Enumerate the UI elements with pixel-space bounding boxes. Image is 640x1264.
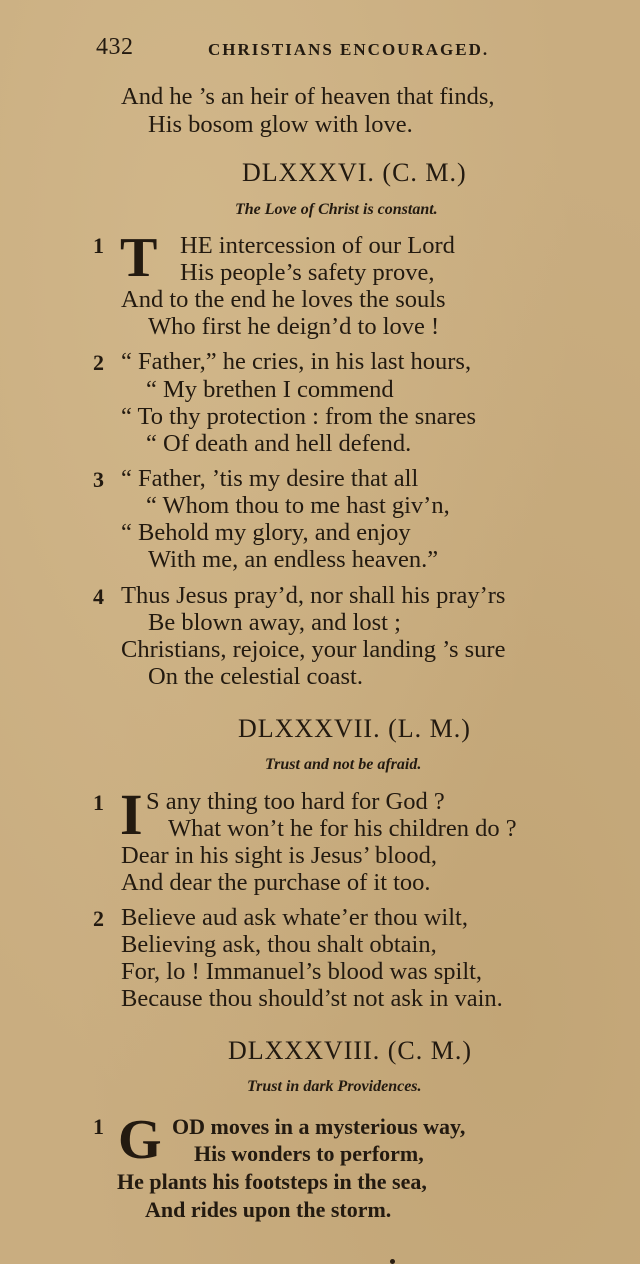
- drop-cap: T: [120, 227, 158, 289]
- verse-number: 1: [93, 233, 104, 258]
- verse-line: Who first he deign’d to love !: [148, 313, 440, 340]
- page-number: 432: [96, 34, 134, 60]
- verse-line: He plants his footsteps in the sea,: [117, 1169, 427, 1194]
- verse-line: Believe aud ask whate’er thou wilt,: [121, 904, 468, 931]
- hymn-number: DLXXXVIII. (C. M.): [228, 1036, 473, 1065]
- verse-line: Because thou should’st not ask in vain.: [121, 985, 503, 1012]
- hymn-subtitle: The Love of Christ is constant.: [235, 201, 438, 218]
- verse-line: What won’t he for his children do ?: [168, 815, 517, 842]
- continuation-line: And he ’s an heir of heaven that finds,: [121, 83, 495, 110]
- verse-line: And dear the purchase of it too.: [121, 869, 431, 896]
- verse-line: “ Of death and hell defend.: [146, 430, 412, 457]
- running-head: [96, 34, 556, 64]
- drop-cap: I: [120, 782, 143, 847]
- verse-line: On the celestial coast.: [148, 663, 363, 690]
- verse-line: With me, an endless heaven.”: [148, 546, 439, 573]
- hymn-subtitle: Trust and not be afraid.: [265, 756, 422, 773]
- verse-line: Christians, rejoice, your landing ’s sure: [121, 636, 506, 663]
- hymn-number: DLXXXVII. (L. M.): [238, 714, 471, 743]
- verse-line: And to the end he loves the souls: [121, 286, 446, 313]
- verse-line: OD moves in a mysterious way,: [172, 1114, 466, 1139]
- verse-number: 2: [93, 350, 104, 375]
- hymn-subtitle: Trust in dark Providences.: [247, 1078, 422, 1095]
- verse-line: “ Father, ’tis my desire that all: [121, 465, 419, 492]
- verse-line: “ Father,” he cries, in his last hours,: [121, 348, 472, 375]
- verse-number: 3: [93, 467, 104, 492]
- drop-cap: G: [118, 1109, 162, 1171]
- verse-line: His people’s safety prove,: [180, 259, 435, 286]
- verse-line: Be blown away, and lost ;: [148, 609, 401, 636]
- verse-line: For, lo ! Immanuel’s blood was spilt,: [121, 958, 483, 985]
- hymn-number: DLXXXVI. (C. M.): [242, 158, 467, 187]
- verse-line: “ Behold my glory, and enjoy: [121, 519, 411, 546]
- running-title: CHRISTIANS ENCOURAGED.: [208, 40, 490, 59]
- verse-number: 4: [93, 584, 104, 609]
- verse-number: 2: [93, 906, 104, 931]
- verse-line: Thus Jesus pray’d, nor shall his pray’rs: [121, 582, 506, 609]
- verse-line: His wonders to perform,: [194, 1141, 424, 1166]
- continuation-line: His bosom glow with love.: [148, 111, 413, 138]
- verse-line: Dear in his sight is Jesus’ blood,: [121, 842, 437, 869]
- verse-line: Believing ask, thou shalt obtain,: [121, 931, 437, 958]
- verse-line: “ Whom thou to me hast giv’n,: [146, 492, 450, 519]
- verse-line: HE intercession of our Lord: [180, 232, 455, 259]
- verse-number: 1: [93, 1114, 104, 1139]
- verse-line: S any thing too hard for God ?: [146, 788, 445, 815]
- verse-number: 1: [93, 790, 104, 815]
- verse-line: And rides upon the storm.: [145, 1197, 392, 1222]
- verse-line: “ My brethen I commend: [146, 376, 394, 403]
- verse-line: “ To thy protection : from the snares: [121, 403, 477, 430]
- ink-mark: [390, 1259, 395, 1264]
